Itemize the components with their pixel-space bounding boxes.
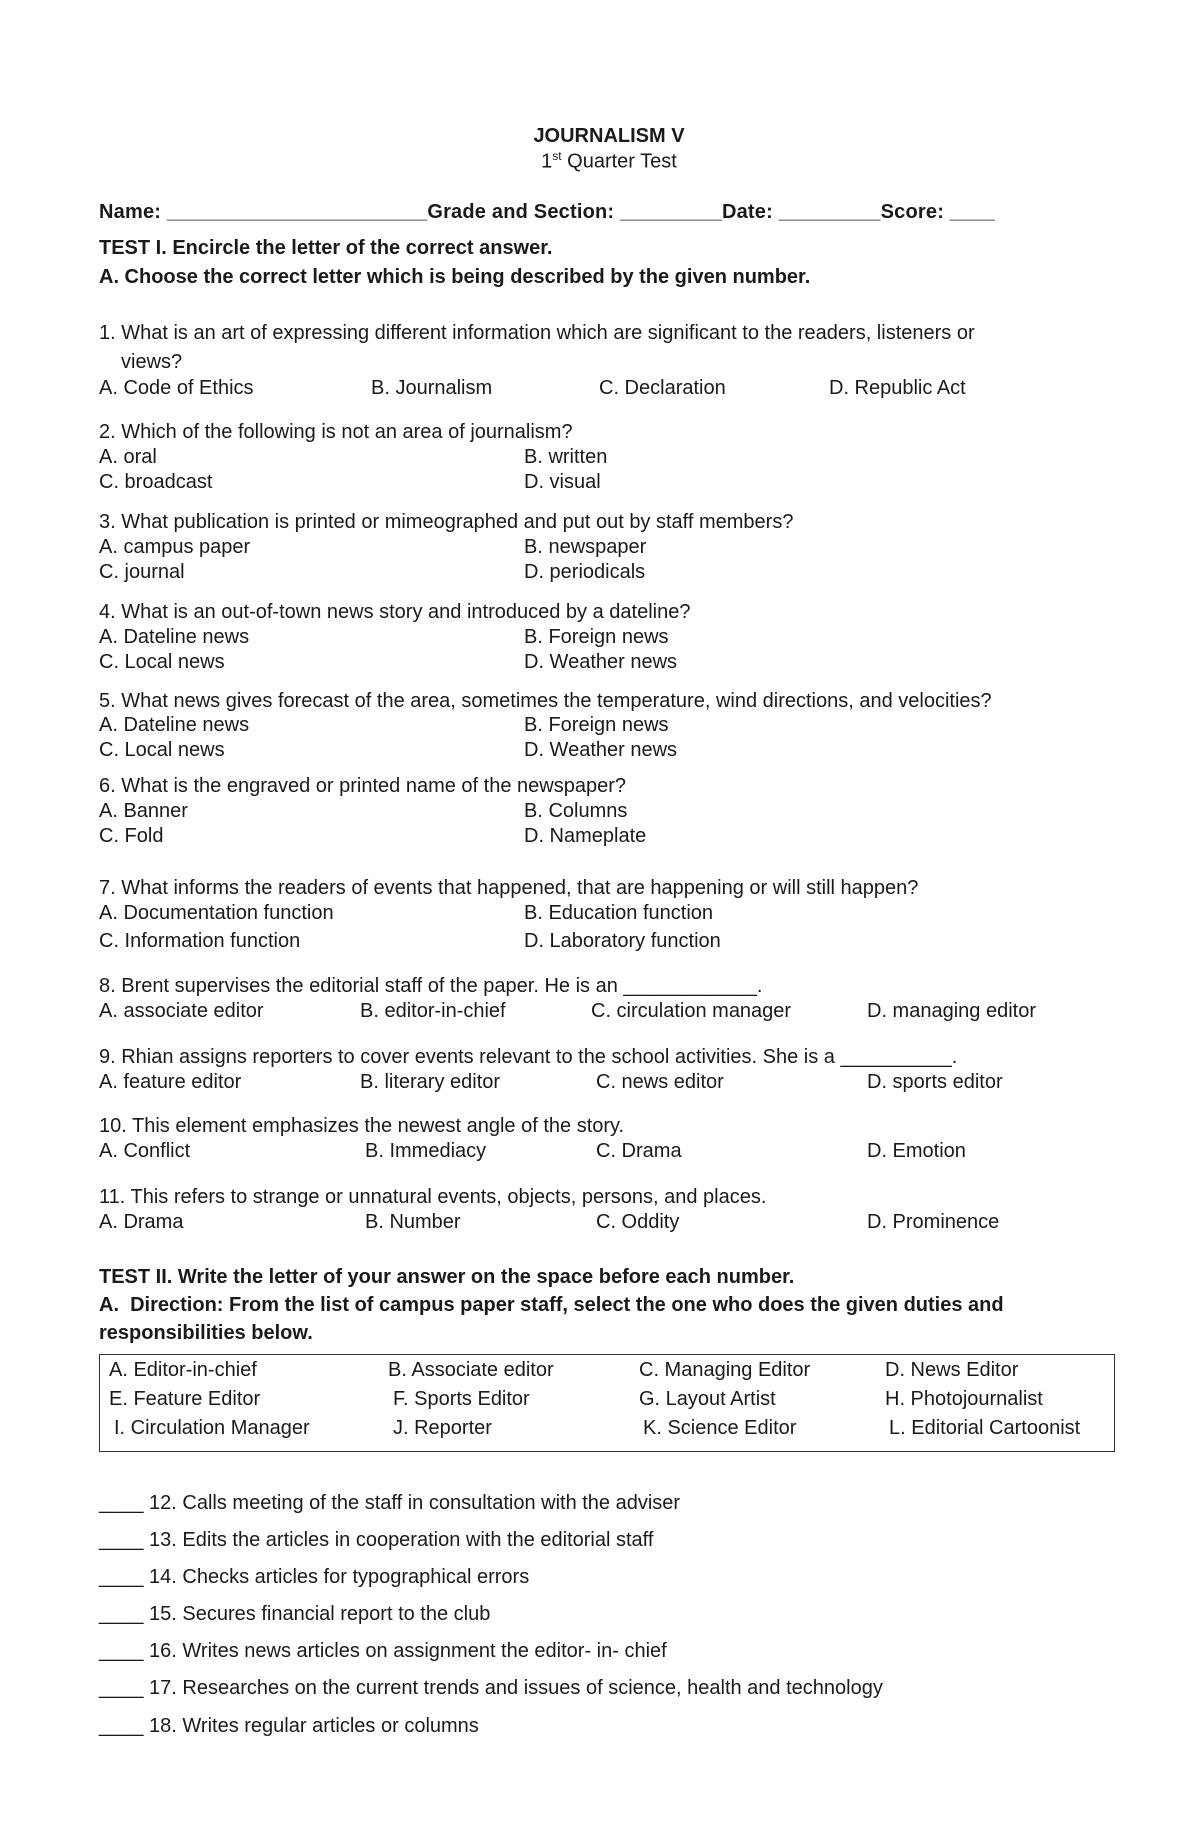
answer-item-17: ____ 17. Researches on the current trends and issues of science, health and technology	[99, 1677, 883, 1699]
question-stem: 6. What is the engraved or printed name of the newspaper?	[99, 775, 626, 797]
staff-option: E. Feature Editor	[109, 1388, 261, 1410]
answer-item-13: ____ 13. Edits the articles in cooperation with the editorial staff	[99, 1529, 654, 1551]
question-2	[99, 418, 1109, 496]
staff-option: H. Photojournalist	[885, 1388, 1043, 1410]
test1-heading: TEST I. Encircle the letter of the correct answer.	[99, 237, 553, 259]
option-a: A. campus paper	[99, 536, 251, 558]
staff-option: I. Circulation Manager	[114, 1417, 310, 1439]
option-b: B. literary editor	[360, 1071, 501, 1093]
question-8	[99, 972, 1109, 1029]
option-d: D. Weather news	[524, 739, 678, 761]
answer-item-12: ____ 12. Calls meeting of the staff in consultation with the adviser	[99, 1492, 681, 1514]
option-b: B. Immediacy	[365, 1140, 487, 1162]
question-3	[99, 508, 1109, 586]
question-1	[99, 319, 1109, 406]
option-b: B. written	[524, 446, 608, 468]
staff-option: A. Editor-in-chief	[109, 1359, 257, 1381]
option-c: C. journal	[99, 561, 185, 583]
question-stem: 7. What informs the readers of events that happened, that are happening or will still happen?	[99, 877, 919, 899]
question-stem: 5. What news gives forecast of the area, sometimes the temperature, wind directions, and velocities?	[99, 690, 992, 712]
question-5	[99, 688, 1109, 764]
option-d: D. sports editor	[867, 1071, 1003, 1093]
option-a: A. oral	[99, 446, 157, 468]
option-b: B. Number	[365, 1211, 461, 1233]
staff-option: C. Managing Editor	[639, 1359, 811, 1381]
option-b: B. Education function	[524, 902, 714, 924]
option-b: B. Columns	[524, 800, 628, 822]
staff-option: J. Reporter	[393, 1417, 492, 1439]
test2-direction: A. Direction: From the list of campus paper staff, select the one who does the given duties and	[99, 1294, 1004, 1316]
option-c: C. circulation manager	[591, 1000, 792, 1022]
page-title: JOURNALISM V	[533, 125, 685, 147]
question-stem-cont: views?	[121, 351, 183, 373]
question-stem: 8. Brent supervises the editorial staff of the paper. He is an ____________.	[99, 975, 763, 997]
option-a: A. Dateline news	[99, 714, 250, 736]
question-6	[99, 773, 1109, 850]
answer-item-18: ____ 18. Writes regular articles or columns	[99, 1715, 479, 1737]
staff-list-box	[99, 1354, 1115, 1452]
option-b: B. Foreign news	[524, 626, 669, 648]
option-c: C. Fold	[99, 825, 164, 847]
option-c: C. Drama	[596, 1140, 682, 1162]
staff-option: K. Science Editor	[643, 1417, 797, 1439]
option-a: A. Dateline news	[99, 626, 250, 648]
question-stem: 9. Rhian assigns reporters to cover events relevant to the school activities. She is a __________.	[99, 1046, 958, 1068]
question-10	[99, 1112, 1109, 1169]
option-d: D. managing editor	[867, 1000, 1036, 1022]
option-c: C. Local news	[99, 739, 225, 761]
subtitle-text: Quarter Test	[561, 150, 677, 173]
question-stem: 1. What is an art of expressing different information which are significant to the readers, listeners or	[99, 322, 975, 344]
option-a: A. associate editor	[99, 1000, 264, 1022]
answer-item-16: ____ 16. Writes news articles on assignment the editor- in- chief	[99, 1640, 667, 1662]
question-stem: 11. This refers to strange or unnatural events, objects, persons, and places.	[99, 1186, 767, 1208]
option-c: C. Local news	[99, 651, 225, 673]
question-stem: 3. What publication is printed or mimeographed and put out by staff members?	[99, 511, 794, 533]
option-d: D. visual	[524, 471, 601, 493]
staff-option: D. News Editor	[885, 1359, 1019, 1381]
option-d: D. Emotion	[867, 1140, 966, 1162]
option-d: D. Prominence	[867, 1211, 1000, 1233]
test2-direction-cont: responsibilities below.	[99, 1322, 313, 1344]
option-a: A. Documentation function	[99, 902, 334, 924]
answer-item-15: ____ 15. Secures financial report to the club	[99, 1603, 491, 1625]
question-stem: 10. This element emphasizes the newest angle of the story.	[99, 1115, 625, 1137]
test1-subheading: A. Choose the correct letter which is being described by the given number.	[99, 266, 811, 288]
option-d: D. Nameplate	[524, 825, 647, 847]
option-c: C. Information function	[99, 930, 301, 952]
option-c: C. Oddity	[596, 1211, 680, 1233]
option-b: B. Journalism	[371, 377, 493, 399]
staff-option: G. Layout Artist	[639, 1388, 776, 1410]
option-c: C. news editor	[596, 1071, 724, 1093]
option-d: D. Laboratory function	[524, 930, 721, 952]
option-c: C. Declaration	[599, 377, 726, 399]
option-a: A. Code of Ethics	[99, 377, 254, 399]
question-11	[99, 1183, 1109, 1240]
staff-option: F. Sports Editor	[393, 1388, 530, 1410]
page-subtitle	[99, 149, 1119, 174]
option-a: A. Drama	[99, 1211, 184, 1233]
option-d: D. Weather news	[524, 651, 678, 673]
question-9	[99, 1043, 1109, 1100]
option-b: B. editor-in-chief	[360, 1000, 506, 1022]
option-a: A. feature editor	[99, 1071, 242, 1093]
question-stem: 2. Which of the following is not an area of journalism?	[99, 421, 573, 443]
option-d: D. periodicals	[524, 561, 646, 583]
question-stem: 4. What is an out-of-town news story and introduced by a dateline?	[99, 601, 691, 623]
staff-option: L. Editorial Cartoonist	[889, 1417, 1081, 1439]
question-7	[99, 874, 1109, 958]
option-b: B. newspaper	[524, 536, 647, 558]
subtitle-suffix: st	[552, 149, 562, 163]
answer-item-14: ____ 14. Checks articles for typographical errors	[99, 1566, 530, 1588]
option-a: A. Banner	[99, 800, 188, 822]
option-d: D. Republic Act	[829, 377, 966, 399]
student-info-line: Name: _______________________Grade and Section: _________Date: _________Score: ____	[99, 201, 996, 223]
subtitle-number: 1	[541, 150, 553, 173]
option-c: C. broadcast	[99, 471, 213, 493]
option-b: B. Foreign news	[524, 714, 669, 736]
question-4	[99, 598, 1109, 676]
option-a: A. Conflict	[99, 1140, 191, 1162]
staff-option: B. Associate editor	[388, 1359, 554, 1381]
test2-heading: TEST II. Write the letter of your answer on the space before each number.	[99, 1266, 795, 1288]
